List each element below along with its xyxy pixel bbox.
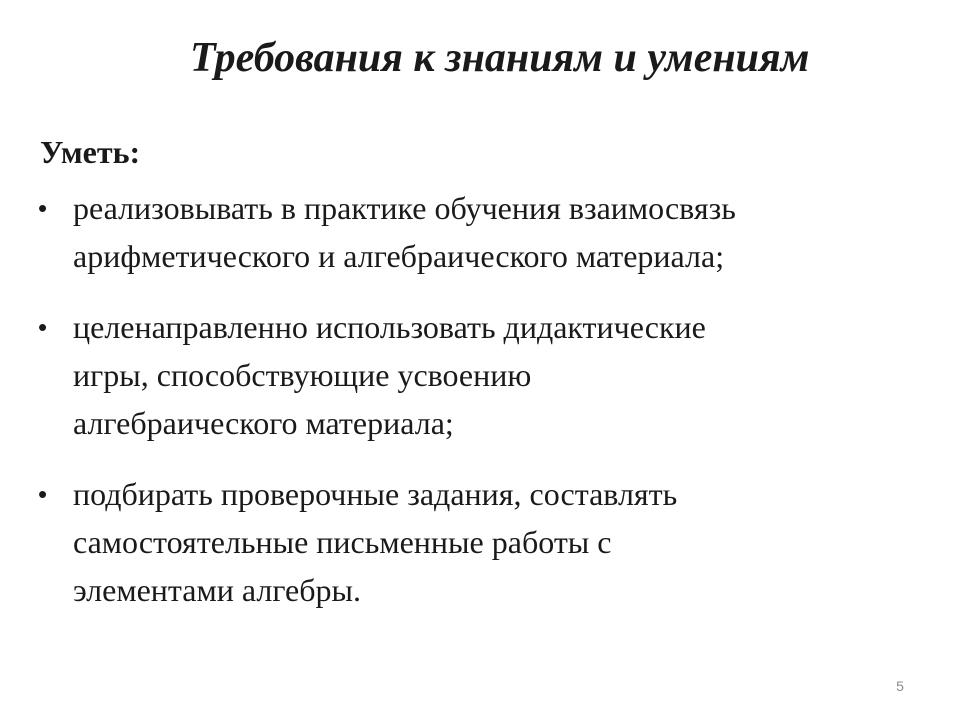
bullet-dot-icon: •	[38, 193, 48, 223]
bullet-item	[38, 184, 918, 280]
bullet-dot-icon: •	[38, 312, 48, 342]
section-heading: Уметь:	[40, 134, 141, 170]
slide-content	[38, 128, 918, 637]
bullet-text: подбирать проверочные задания, составлять самостоятельные письменные работы с элементами алгебры.	[73, 476, 678, 608]
bullet-dot-icon: •	[38, 479, 48, 509]
bullet-list	[38, 184, 918, 614]
bullet-item	[38, 303, 918, 447]
bullet-item	[38, 470, 918, 614]
bullet-text: реализовывать в практике обучения взаимосвязь арифметического и алгебраического материала;	[73, 190, 736, 274]
bullet-text: целенаправленно использовать дидактические игры, способствующие усвоению алгебраического материала;	[73, 309, 706, 441]
slide-title: Требования к знаниям и умениям	[190, 35, 810, 81]
page-number: 5	[896, 678, 904, 694]
